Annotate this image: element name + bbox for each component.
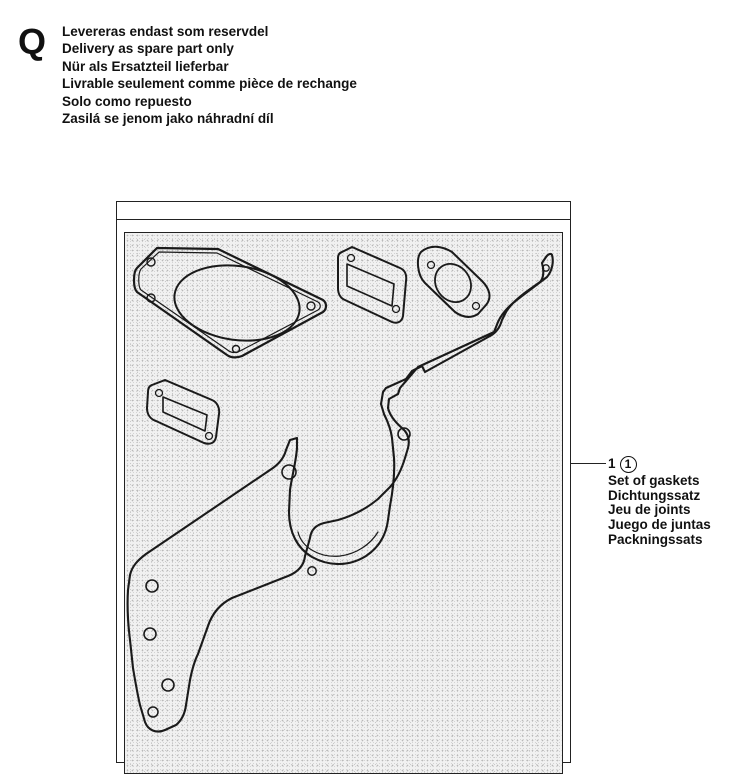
part-reference	[608, 454, 711, 474]
part-description-french: Jeu de joints	[608, 502, 691, 518]
part-circled-number: 1	[620, 456, 637, 473]
intake-gasket-icon	[418, 247, 490, 317]
notice-line-french: Livrable seulement comme pièce de rechange	[62, 76, 357, 92]
part-description-swedish: Packningssats	[608, 531, 703, 547]
exhaust-gasket-icon	[338, 247, 406, 323]
notice-line-swedish: Levereras endast som reservdel	[62, 24, 269, 39]
part-position-number: 1	[608, 455, 616, 471]
cylinder-gasket-icon	[134, 248, 326, 357]
section-letter: Q	[18, 21, 47, 62]
part-description-spanish: Juego de juntas	[608, 517, 711, 533]
notice-line-czech: Zasilá se jenom jako náhradní díl	[62, 111, 274, 127]
part-callout	[608, 454, 711, 548]
part-description-german: Dichtungssatz	[608, 487, 701, 503]
notice-line-spanish: Solo como repuesto	[62, 93, 192, 109]
notice-line-english: Delivery as spare part only	[62, 41, 234, 57]
part-descriptions	[608, 474, 711, 548]
callout-leader-line	[571, 463, 606, 464]
notice-line-german: Nür als Ersatzteil lieferbar	[62, 58, 229, 74]
part-description-english: Set of gaskets	[608, 473, 700, 488]
muffler-gasket-icon	[147, 380, 219, 444]
